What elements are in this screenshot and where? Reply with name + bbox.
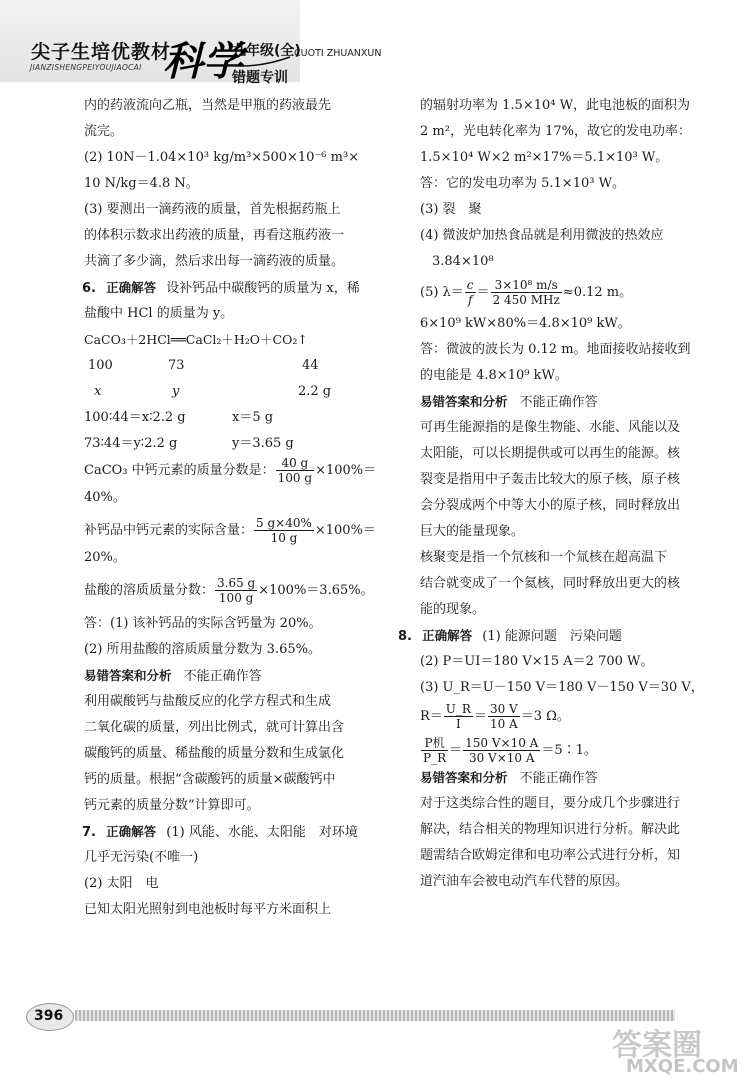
subject-title: 科学 <box>163 38 243 85</box>
text-line: 内的药液流向乙瓶，当然是甲瓶的药液最先 <box>84 98 332 113</box>
text-line: 6×10⁹ kW×80%＝4.8×10⁹ kW。 <box>420 316 631 331</box>
formula-prefix: R＝ <box>420 709 443 724</box>
equals: ＝ <box>473 709 487 724</box>
text-line: 利用碳酸钙与盐酸反应的化学方程式和生成 <box>84 694 332 709</box>
subtitle: 错题专训 <box>232 70 288 86</box>
answer-heading: 正确解答 <box>422 628 473 643</box>
text-line: 的辐射功率为 1.5×10⁴ W，此电池板的面积为 <box>420 98 690 113</box>
answer-text: (1) 风能、水能、太阳能 对环境 <box>166 825 358 840</box>
text-line: (3) 要测出一滴药液的质量，首先根据药瓶上 <box>84 202 341 217</box>
equals: ＝ <box>476 285 490 300</box>
fraction <box>444 702 473 731</box>
numerator: 150 V×10 A <box>465 736 539 750</box>
formula-suffix: ×100%＝3.65%。 <box>258 583 374 598</box>
text-line: 题需结合欧姆定律和电功率公式进行分析，知 <box>420 848 681 863</box>
text-line: 碳酸钙的质量、稀盐酸的质量分数和生成氯化 <box>84 746 345 761</box>
answer-heading: 正确解答 <box>106 280 157 295</box>
series-pinyin: JIANZISHENGPEIYOUJIAOCAI <box>30 63 142 72</box>
denominator: 30 V×10 A <box>468 751 535 765</box>
text-line: (2) 10N－1.04×10³ kg/m³×500×10⁻⁶ m³× <box>84 150 360 165</box>
text-line: 结合就变成了一个氦核，同时释放出更大的核 <box>420 576 681 591</box>
subtitle-pinyin: CUOTI ZHUANXUN <box>294 48 382 59</box>
denominator: 10 A <box>489 717 518 731</box>
text-line: 40%。 <box>84 490 126 505</box>
numerator: c <box>466 278 474 292</box>
question-number: 6. <box>82 281 96 296</box>
chemical-equation: CaCO₃＋2HCl══CaCl₂＋H₂O＋CO₂↑ <box>84 332 308 347</box>
fraction <box>491 278 562 307</box>
equals: ＝ <box>449 743 463 758</box>
text-line: (3) U_R＝U－150 V＝180 V－150 V＝30 V， <box>420 680 704 695</box>
error-analysis-header <box>84 668 262 685</box>
section-heading: 易错答案和分析 <box>84 668 172 683</box>
fraction <box>421 736 448 765</box>
error-analysis-header <box>420 770 598 787</box>
section-note: 不能正确作答 <box>519 395 598 410</box>
text-line: 答：(1) 该补钙品的实际含钙量为 20%。 <box>84 616 322 631</box>
numerator: P机 <box>421 736 448 751</box>
variable: 2.2 g <box>298 384 332 399</box>
text-line: 1.5×10⁴ W×2 m²×17%＝5.1×10³ W。 <box>420 150 669 165</box>
error-analysis-header <box>420 394 598 411</box>
formula-prefix: CaCO₃ 中钙元素的质量分数是： <box>84 463 275 478</box>
formula-line <box>420 702 570 731</box>
text-line: 已知太阳光照射到电池板时每平方米面积上 <box>84 902 332 917</box>
proportion-result: x＝5 g <box>232 410 274 425</box>
denominator: f <box>467 293 473 307</box>
question-number: 8. <box>398 629 412 644</box>
denominator: 2 450 MHz <box>492 293 560 307</box>
numerator: 3×10⁸ m/s <box>491 278 562 293</box>
answer-heading: 正确解答 <box>106 824 157 839</box>
text-line: 会分裂成两个中等大小的原子核，同时释放出 <box>420 498 681 513</box>
text-line: 10 N/kg＝4.8 N。 <box>84 176 199 191</box>
text-line: 的电能是 4.8×10⁹ kW。 <box>420 368 568 383</box>
text-line: 能的现象。 <box>420 602 486 617</box>
text-line: 共滴了多少滴，然后求出每一滴药液的质量。 <box>84 254 345 269</box>
fraction <box>465 278 476 307</box>
section-note: 不能正确作答 <box>519 771 598 786</box>
text-line: 道汽油车会被电动汽车代替的原因。 <box>420 874 629 889</box>
text-line: 巨大的能量现象。 <box>420 524 525 539</box>
text-line: 盐酸中 HCl 的质量为 y。 <box>84 306 234 321</box>
formula-suffix: ×100%＝ <box>314 523 376 538</box>
text-line: 流完。 <box>84 124 124 139</box>
series-title: 尖子生培优教材 <box>31 41 172 63</box>
numerator: 40 g <box>276 456 314 471</box>
formula-suffix: ≈0.12 m。 <box>562 285 633 300</box>
numerator: 5 g×40% <box>256 516 312 530</box>
text-line: (2) 所用盐酸的溶质质量分数为 3.65%。 <box>84 642 321 657</box>
grade-label: 九年级(全) <box>232 43 301 59</box>
formula-prefix: 盐酸的溶质质量分数： <box>84 583 215 598</box>
text-line: 20%。 <box>84 550 126 565</box>
swoosh-icon <box>222 55 292 69</box>
formula-line <box>84 516 376 545</box>
formula-suffix: ＝5∶1。 <box>541 743 597 758</box>
formula-line <box>84 576 374 605</box>
section-note: 不能正确作答 <box>183 669 262 684</box>
footer-divider <box>75 1010 675 1021</box>
fraction <box>254 516 314 545</box>
watermark-logo: 答案圈 <box>612 1028 702 1063</box>
formula-suffix: ＝3 Ω。 <box>520 709 570 724</box>
section-heading: 易错答案和分析 <box>420 770 508 785</box>
proportion-result: y＝3.65 g <box>232 436 294 451</box>
denominator: 10 g <box>270 531 298 545</box>
question-6 <box>82 280 360 297</box>
text-line: 钙元素的质量分数”计算即可。 <box>84 798 260 813</box>
text-line: (4) 微波炉加热食品就是利用微波的热效应 <box>420 228 664 243</box>
formula-suffix: ×100%＝ <box>315 463 377 478</box>
fraction <box>463 736 540 765</box>
numerator: U_R <box>445 702 471 716</box>
text-line: 3.84×10⁸ <box>432 254 494 269</box>
numerator: 3.65 g <box>217 576 256 590</box>
molar-mass: 100 <box>88 358 113 373</box>
watermark-url: MXQE.COM <box>626 1056 739 1077</box>
formula-prefix: (5) λ＝ <box>420 285 464 300</box>
text-line: 裂变是指用中子轰击比较大的原子核，原子核 <box>420 472 681 487</box>
answer-text: 设补钙品中碳酸钙的质量为 x，稀 <box>166 281 360 296</box>
text-line: 核聚变是指一个氘核和一个氚核在超高温下 <box>420 550 668 565</box>
text-line: (2) P＝UI＝180 V×15 A＝2 700 W。 <box>420 654 654 669</box>
fraction <box>276 456 314 485</box>
text-line: (3) 裂 聚 <box>420 202 482 217</box>
proportion: 73∶44＝y∶2.2 g <box>84 436 178 451</box>
text-line: 答：微波的波长为 0.12 m。地面接收站接收到 <box>420 342 691 357</box>
molar-mass: 44 <box>302 358 319 373</box>
text-line: (2) 太阳 电 <box>84 876 159 891</box>
text-line: 对于这类综合性的题目，要分成几个步骤进行 <box>420 796 681 811</box>
molar-mass: 73 <box>168 358 185 373</box>
text-line: 的体积示数求出药液的质量，再看这瓶药液一 <box>84 228 345 243</box>
text-line: 解决，结合相关的物理知识进行分析。解决此 <box>420 822 681 837</box>
proportion: 100∶44＝x∶2.2 g <box>84 410 186 425</box>
formula-line <box>420 278 632 307</box>
numerator: 30 V <box>489 702 518 716</box>
denominator: 100 g <box>277 471 313 485</box>
denominator: I <box>456 717 461 731</box>
formula-line <box>84 456 376 485</box>
variable: y <box>172 384 180 399</box>
question-7 <box>82 824 358 841</box>
page-number: 396 <box>34 1008 64 1024</box>
text-line: 2 m²，光电转化率为 17%，故它的发电功率： <box>420 124 691 139</box>
text-line: 太阳能，可以长期提供或可以再生的能源。核 <box>420 446 681 461</box>
denominator: P_R <box>423 751 447 765</box>
fraction <box>215 576 257 605</box>
formula-prefix: 补钙品中钙元素的实际含量： <box>84 523 254 538</box>
text-line: 二氧化碳的质量，列出比例式，就可计算出含 <box>84 720 345 735</box>
text-line: 钙的质量。根据“含碳酸钙的质量×碳酸钙中 <box>84 772 336 787</box>
denominator: 100 g <box>218 591 254 605</box>
answer-text: (1) 能源问题 污染问题 <box>482 629 622 644</box>
question-8 <box>398 628 622 645</box>
formula-line <box>420 736 597 765</box>
text-line: 几乎无污染(不唯一) <box>84 850 199 865</box>
text-line: 可再生能源指的是像生物能、水能、风能以及 <box>420 420 681 435</box>
question-number: 7. <box>82 825 96 840</box>
text-line: 答：它的发电功率为 5.1×10³ W。 <box>420 176 625 191</box>
fraction <box>488 702 520 731</box>
section-heading: 易错答案和分析 <box>420 394 508 409</box>
variable: x <box>94 384 102 399</box>
